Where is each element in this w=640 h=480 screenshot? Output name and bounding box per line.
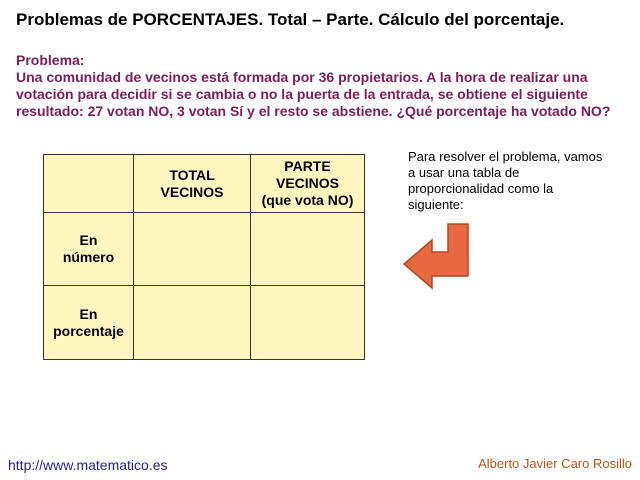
website-link[interactable]: http://www.matematico.es <box>8 457 168 473</box>
row-label-numero: En número <box>44 213 134 286</box>
table-row <box>44 286 365 360</box>
note-text: Para resolver el problema, vamos a usar una tabla de proporcionalidad como la siguiente: <box>408 149 603 212</box>
page-title: Problemas de PORCENTAJES. Total – Parte. Cálculo del porcentaje. <box>16 10 565 29</box>
header-parte-label: PARTE VECINOS <box>275 158 339 191</box>
cell-parte-numero[interactable] <box>251 213 365 286</box>
header-total-vecinos <box>134 155 251 213</box>
problem-text: Una comunidad de vecinos está formada por 36 propietarios. A la hora de realizar una votación para decidir si se cambia o no la puerta de la entrada, se obtiene el siguiente resultado: 27 votan NO, 3 votan Sí y el resto se abstiene. ¿Qué porcentaje ha votado NO? <box>16 69 611 119</box>
problem-heading: Problema: <box>16 52 85 68</box>
author-credit: Alberto Javier Caro Rosillo <box>478 456 632 471</box>
table-corner-cell <box>44 155 134 213</box>
bent-arrow-left-icon <box>402 222 470 290</box>
proportionality-table <box>43 154 365 360</box>
header-total-label: TOTAL VECINOS <box>160 166 224 200</box>
cell-total-numero[interactable] <box>134 213 251 286</box>
header-parte-sublabel: (que vota NO) <box>261 192 354 208</box>
cell-total-porcentaje[interactable] <box>134 286 251 360</box>
problem-statement <box>16 52 636 120</box>
table-header-row <box>44 155 365 213</box>
row-label-porcentaje: En porcentaje <box>44 286 134 360</box>
instruction-note <box>408 149 608 213</box>
header-parte-vecinos <box>251 155 365 213</box>
table-row <box>44 213 365 286</box>
cell-parte-porcentaje[interactable] <box>251 286 365 360</box>
